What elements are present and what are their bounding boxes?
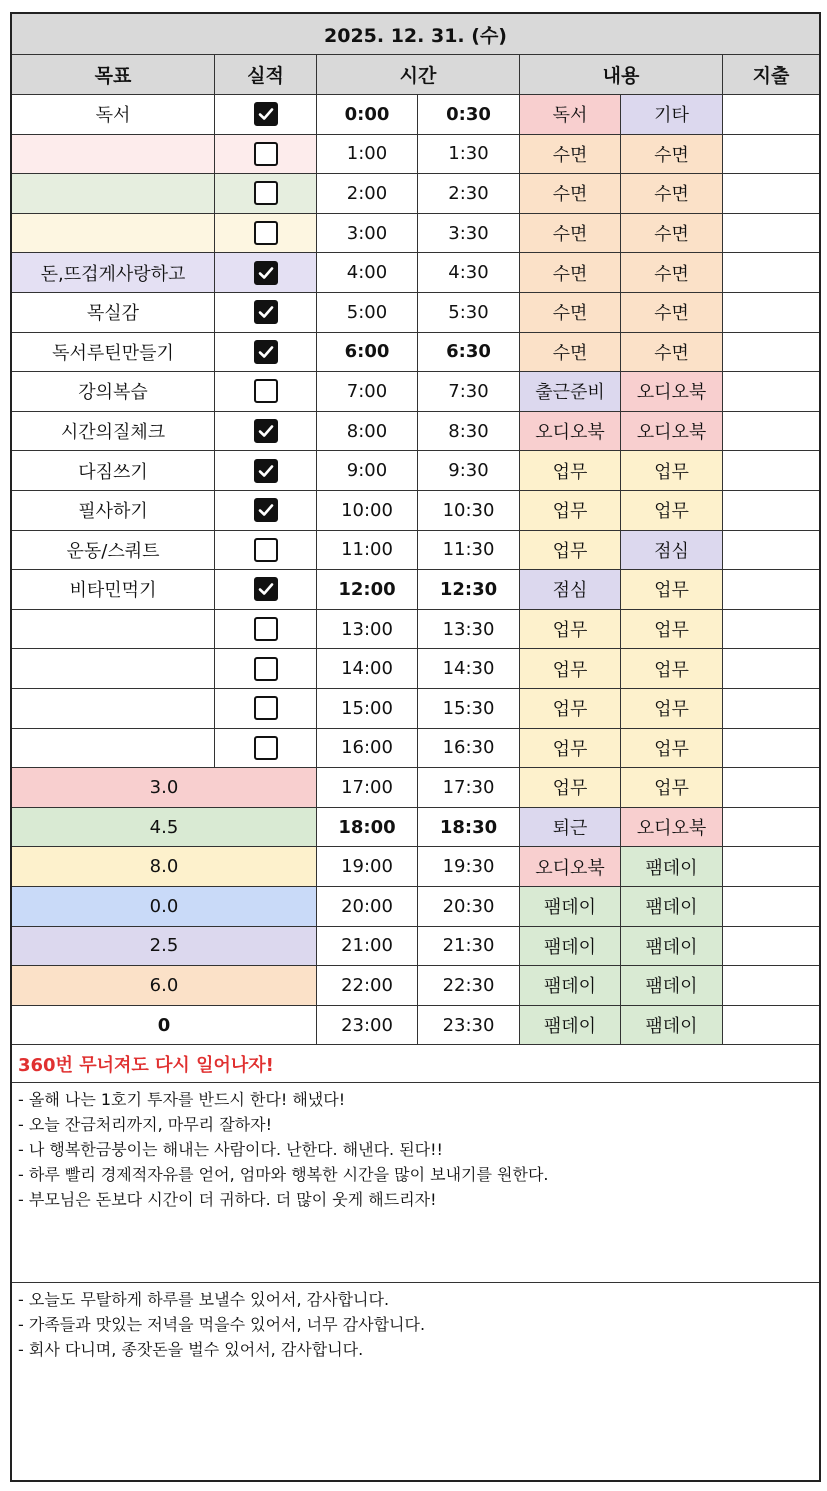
affirmation-line: - 하루 빨리 경제적자유를 얻어, 엄마와 행복한 시간을 많이 보내기를 원한다. bbox=[18, 1165, 549, 1184]
result-cell bbox=[214, 450, 316, 490]
activity-second-half: 업무 bbox=[620, 728, 722, 768]
expense-cell[interactable] bbox=[722, 965, 819, 1005]
goal-cell bbox=[12, 609, 214, 649]
result-checkbox[interactable] bbox=[254, 340, 278, 364]
result-cell bbox=[214, 252, 316, 292]
activity-first-half: 점심 bbox=[519, 569, 620, 609]
time-end: 8:30 bbox=[417, 411, 519, 451]
time-start: 5:00 bbox=[316, 292, 417, 332]
goal-cell bbox=[12, 134, 214, 174]
activity-second-half: 팸데이 bbox=[620, 886, 722, 926]
time-end: 4:30 bbox=[417, 252, 519, 292]
activity-first-half: 업무 bbox=[519, 688, 620, 728]
summary-value: 6.0 bbox=[12, 965, 316, 1005]
result-cell bbox=[214, 173, 316, 213]
check-icon bbox=[257, 422, 275, 440]
time-start: 12:00 bbox=[316, 569, 417, 609]
time-end: 21:30 bbox=[417, 926, 519, 966]
result-cell bbox=[214, 530, 316, 570]
expense-cell[interactable] bbox=[722, 134, 819, 174]
time-end: 20:30 bbox=[417, 886, 519, 926]
result-cell bbox=[214, 134, 316, 174]
goal-cell: 강의복습 bbox=[12, 371, 214, 411]
time-start: 18:00 bbox=[316, 807, 417, 847]
activity-first-half: 오디오북 bbox=[519, 411, 620, 451]
activity-second-half: 업무 bbox=[620, 490, 722, 530]
activity-second-half: 팸데이 bbox=[620, 926, 722, 966]
expense-cell[interactable] bbox=[722, 886, 819, 926]
time-end: 6:30 bbox=[417, 332, 519, 372]
activity-second-half: 오디오북 bbox=[620, 807, 722, 847]
time-end: 23:30 bbox=[417, 1005, 519, 1045]
result-cell bbox=[214, 371, 316, 411]
time-end: 17:30 bbox=[417, 767, 519, 807]
goal-cell bbox=[12, 173, 214, 213]
activity-second-half: 오디오북 bbox=[620, 411, 722, 451]
activity-first-half: 업무 bbox=[519, 530, 620, 570]
expense-cell[interactable] bbox=[722, 846, 819, 886]
activity-first-half: 독서 bbox=[519, 94, 620, 134]
time-end: 3:30 bbox=[417, 213, 519, 253]
time-end: 16:30 bbox=[417, 728, 519, 768]
goal-cell bbox=[12, 688, 214, 728]
activity-first-half: 팸데이 bbox=[519, 886, 620, 926]
result-checkbox[interactable] bbox=[254, 379, 278, 403]
time-end: 22:30 bbox=[417, 965, 519, 1005]
time-start: 2:00 bbox=[316, 173, 417, 213]
expense-cell[interactable] bbox=[722, 450, 819, 490]
goal-cell bbox=[12, 728, 214, 768]
activity-second-half: 오디오북 bbox=[620, 371, 722, 411]
activity-second-half: 점심 bbox=[620, 530, 722, 570]
activity-first-half: 수면 bbox=[519, 332, 620, 372]
goal-cell: 목실감 bbox=[12, 292, 214, 332]
result-checkbox[interactable] bbox=[254, 577, 278, 601]
time-end: 7:30 bbox=[417, 371, 519, 411]
activity-second-half: 업무 bbox=[620, 688, 722, 728]
result-checkbox[interactable] bbox=[254, 300, 278, 324]
activity-second-half: 팸데이 bbox=[620, 1005, 722, 1045]
goal-cell: 독서루틴만들기 bbox=[12, 332, 214, 372]
result-cell bbox=[214, 332, 316, 372]
check-icon bbox=[257, 264, 275, 282]
time-end: 18:30 bbox=[417, 807, 519, 847]
expense-cell[interactable] bbox=[722, 411, 819, 451]
affirmation-line: - 나 행복한금붕이는 해내는 사람이다. 난한다. 해낸다. 된다!! bbox=[18, 1140, 443, 1159]
activity-first-half: 팸데이 bbox=[519, 926, 620, 966]
result-checkbox[interactable] bbox=[254, 736, 278, 760]
time-start: 8:00 bbox=[316, 411, 417, 451]
time-end: 13:30 bbox=[417, 609, 519, 649]
activity-first-half: 수면 bbox=[519, 213, 620, 253]
goal-cell: 다짐쓰기 bbox=[12, 450, 214, 490]
activity-first-half: 업무 bbox=[519, 609, 620, 649]
gratitude-line: - 가족들과 맛있는 저녁을 먹을수 있어서, 너무 감사합니다. bbox=[18, 1315, 426, 1334]
expense-cell[interactable] bbox=[722, 173, 819, 213]
goal-cell: 운동/스쿼트 bbox=[12, 530, 214, 570]
expense-cell[interactable] bbox=[722, 332, 819, 372]
activity-second-half: 기타 bbox=[620, 94, 722, 134]
result-checkbox[interactable] bbox=[254, 657, 278, 681]
check-icon bbox=[257, 105, 275, 123]
activity-second-half: 업무 bbox=[620, 609, 722, 649]
result-cell bbox=[214, 569, 316, 609]
expense-cell[interactable] bbox=[722, 609, 819, 649]
goal-cell: 돈,뜨겁게사랑하고 bbox=[12, 252, 214, 292]
activity-first-half: 수면 bbox=[519, 173, 620, 213]
result-checkbox[interactable] bbox=[254, 102, 278, 126]
affirmation-line: - 오늘 잔금처리까지, 마무리 잘하자! bbox=[18, 1115, 273, 1134]
time-start: 14:00 bbox=[316, 648, 417, 688]
goal-cell: 비타민먹기 bbox=[12, 569, 214, 609]
time-start: 0:00 bbox=[316, 94, 417, 134]
expense-cell[interactable] bbox=[722, 648, 819, 688]
activity-first-half: 팸데이 bbox=[519, 965, 620, 1005]
activity-first-half: 수면 bbox=[519, 134, 620, 174]
time-end: 12:30 bbox=[417, 569, 519, 609]
activity-first-half: 출근준비 bbox=[519, 371, 620, 411]
activity-first-half: 퇴근 bbox=[519, 807, 620, 847]
summary-value: 2.5 bbox=[12, 926, 316, 966]
time-end: 1:30 bbox=[417, 134, 519, 174]
time-start: 21:00 bbox=[316, 926, 417, 966]
activity-first-half: 수면 bbox=[519, 292, 620, 332]
activity-second-half: 업무 bbox=[620, 767, 722, 807]
time-end: 19:30 bbox=[417, 846, 519, 886]
expense-cell[interactable] bbox=[722, 807, 819, 847]
goal-cell: 필사하기 bbox=[12, 490, 214, 530]
result-checkbox[interactable] bbox=[254, 498, 278, 522]
expense-cell[interactable] bbox=[722, 728, 819, 768]
time-end: 9:30 bbox=[417, 450, 519, 490]
motto-banner: 360번 무너져도 다시 일어나자! bbox=[12, 1044, 819, 1082]
goal-cell bbox=[12, 213, 214, 253]
result-cell bbox=[214, 728, 316, 768]
header-result: 실적 bbox=[214, 54, 316, 94]
time-end: 15:30 bbox=[417, 688, 519, 728]
expense-cell[interactable] bbox=[722, 767, 819, 807]
activity-second-half: 수면 bbox=[620, 332, 722, 372]
result-checkbox[interactable] bbox=[254, 538, 278, 562]
expense-cell[interactable] bbox=[722, 94, 819, 134]
result-checkbox[interactable] bbox=[254, 696, 278, 720]
result-checkbox[interactable] bbox=[254, 617, 278, 641]
time-end: 10:30 bbox=[417, 490, 519, 530]
activity-first-half: 수면 bbox=[519, 252, 620, 292]
time-start: 4:00 bbox=[316, 252, 417, 292]
result-checkbox[interactable] bbox=[254, 261, 278, 285]
activity-second-half: 수면 bbox=[620, 134, 722, 174]
result-cell bbox=[214, 648, 316, 688]
result-cell bbox=[214, 94, 316, 134]
expense-cell[interactable] bbox=[722, 530, 819, 570]
check-icon bbox=[257, 343, 275, 361]
goal-cell bbox=[12, 648, 214, 688]
result-cell bbox=[214, 213, 316, 253]
result-checkbox[interactable] bbox=[254, 142, 278, 166]
time-end: 0:30 bbox=[417, 94, 519, 134]
expense-cell[interactable] bbox=[722, 292, 819, 332]
result-checkbox[interactable] bbox=[254, 459, 278, 483]
check-icon bbox=[257, 580, 275, 598]
result-cell bbox=[214, 490, 316, 530]
time-start: 17:00 bbox=[316, 767, 417, 807]
goal-cell: 시간의질체크 bbox=[12, 411, 214, 451]
time-start: 16:00 bbox=[316, 728, 417, 768]
expense-cell[interactable] bbox=[722, 926, 819, 966]
activity-second-half: 팸데이 bbox=[620, 846, 722, 886]
header-expense: 지출 bbox=[722, 54, 819, 94]
result-checkbox[interactable] bbox=[254, 221, 278, 245]
activity-second-half: 수면 bbox=[620, 213, 722, 253]
expense-cell[interactable] bbox=[722, 569, 819, 609]
activity-first-half: 오디오북 bbox=[519, 846, 620, 886]
activity-first-half: 업무 bbox=[519, 767, 620, 807]
time-start: 23:00 bbox=[316, 1005, 417, 1045]
result-checkbox[interactable] bbox=[254, 181, 278, 205]
gratitude-line: - 오늘도 무탈하게 하루를 보낼수 있어서, 감사합니다. bbox=[18, 1290, 390, 1309]
summary-value: 3.0 bbox=[12, 767, 316, 807]
time-start: 6:00 bbox=[316, 332, 417, 372]
time-start: 3:00 bbox=[316, 213, 417, 253]
time-start: 13:00 bbox=[316, 609, 417, 649]
activity-second-half: 수면 bbox=[620, 252, 722, 292]
check-icon bbox=[257, 303, 275, 321]
expense-cell[interactable] bbox=[722, 213, 819, 253]
activity-first-half: 업무 bbox=[519, 648, 620, 688]
activity-first-half: 업무 bbox=[519, 490, 620, 530]
time-start: 19:00 bbox=[316, 846, 417, 886]
activity-first-half: 팸데이 bbox=[519, 1005, 620, 1045]
time-start: 1:00 bbox=[316, 134, 417, 174]
header-time: 시간 bbox=[316, 54, 519, 94]
check-icon bbox=[257, 501, 275, 519]
header-content: 내용 bbox=[519, 54, 722, 94]
summary-value: 4.5 bbox=[12, 807, 316, 847]
affirmations-section bbox=[12, 1082, 819, 1282]
activity-second-half: 업무 bbox=[620, 450, 722, 490]
gratitude-section bbox=[12, 1282, 819, 1480]
time-end: 5:30 bbox=[417, 292, 519, 332]
affirmation-line: - 올해 나는 1호기 투자를 반드시 한다! 해냈다! bbox=[18, 1090, 346, 1109]
activity-second-half: 수면 bbox=[620, 173, 722, 213]
result-cell bbox=[214, 609, 316, 649]
result-cell bbox=[214, 292, 316, 332]
activity-first-half: 업무 bbox=[519, 450, 620, 490]
time-start: 10:00 bbox=[316, 490, 417, 530]
time-start: 22:00 bbox=[316, 965, 417, 1005]
time-start: 7:00 bbox=[316, 371, 417, 411]
activity-second-half: 수면 bbox=[620, 292, 722, 332]
gratitude-line: - 회사 다니며, 종잣돈을 벌수 있어서, 감사합니다. bbox=[18, 1340, 364, 1359]
result-cell bbox=[214, 411, 316, 451]
expense-cell[interactable] bbox=[722, 490, 819, 530]
expense-cell[interactable] bbox=[722, 371, 819, 411]
time-start: 11:00 bbox=[316, 530, 417, 570]
expense-cell[interactable] bbox=[722, 1005, 819, 1045]
result-cell bbox=[214, 688, 316, 728]
time-end: 2:30 bbox=[417, 173, 519, 213]
activity-second-half: 팸데이 bbox=[620, 965, 722, 1005]
time-end: 11:30 bbox=[417, 530, 519, 570]
daily-planner-sheet bbox=[10, 12, 821, 1482]
summary-value: 0.0 bbox=[12, 886, 316, 926]
time-start: 15:00 bbox=[316, 688, 417, 728]
date-title: 2025. 12. 31. (수) bbox=[12, 14, 819, 54]
expense-cell[interactable] bbox=[722, 252, 819, 292]
goal-cell: 독서 bbox=[12, 94, 214, 134]
header-goal: 목표 bbox=[12, 54, 214, 94]
result-checkbox[interactable] bbox=[254, 419, 278, 443]
time-end: 14:30 bbox=[417, 648, 519, 688]
activity-second-half: 업무 bbox=[620, 648, 722, 688]
expense-cell[interactable] bbox=[722, 688, 819, 728]
affirmation-line: - 부모님은 돈보다 시간이 더 귀하다. 더 많이 웃게 해드리자! bbox=[18, 1190, 437, 1209]
summary-value: 8.0 bbox=[12, 846, 316, 886]
time-start: 20:00 bbox=[316, 886, 417, 926]
time-start: 9:00 bbox=[316, 450, 417, 490]
activity-first-half: 업무 bbox=[519, 728, 620, 768]
summary-value: 0 bbox=[12, 1005, 316, 1045]
check-icon bbox=[257, 462, 275, 480]
activity-second-half: 업무 bbox=[620, 569, 722, 609]
